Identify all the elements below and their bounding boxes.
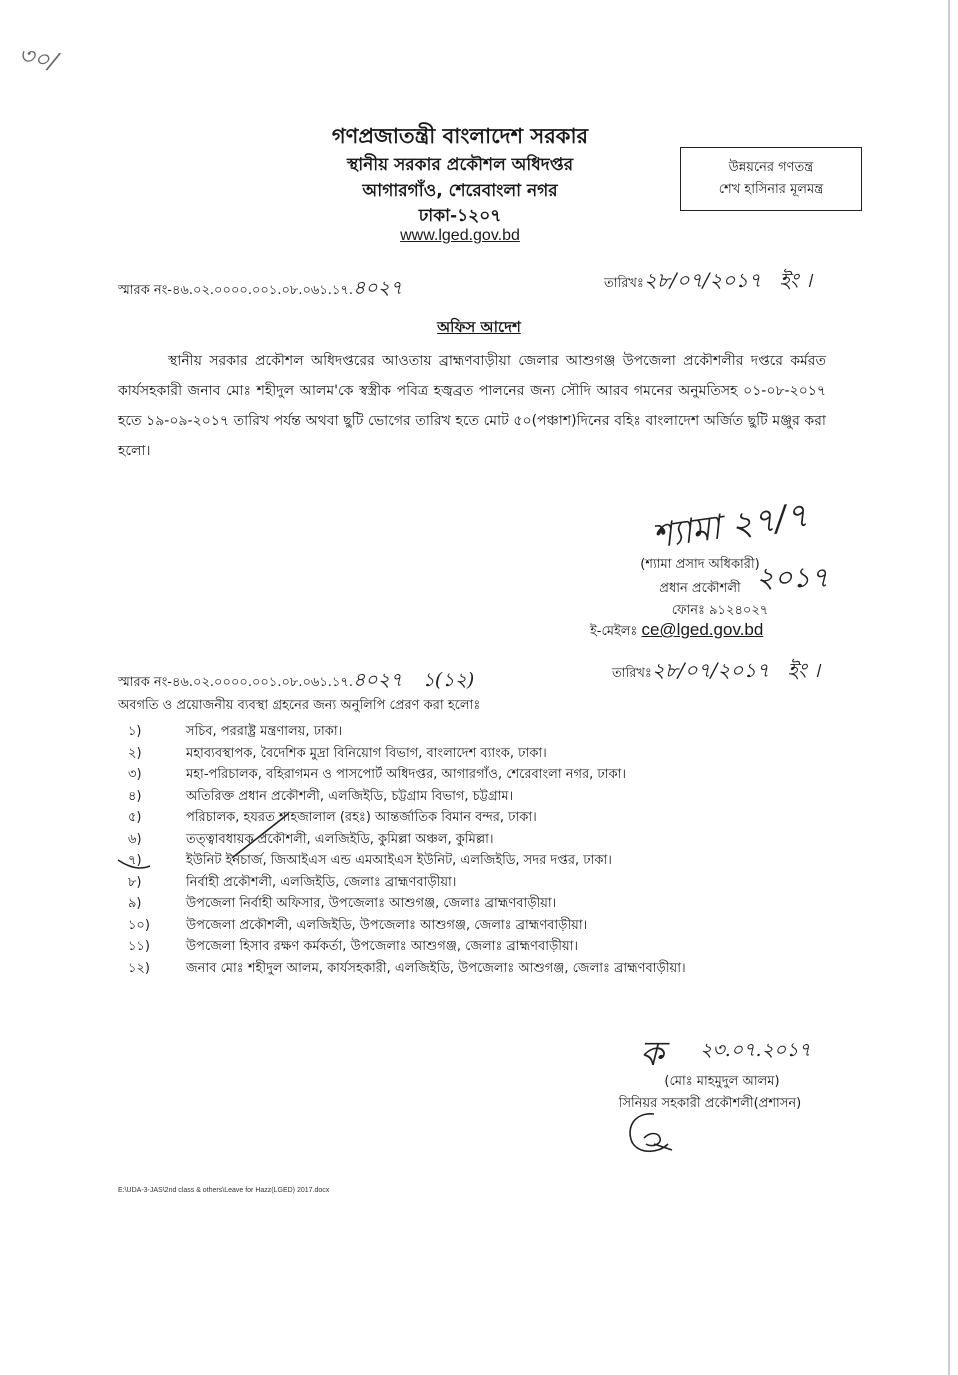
email-link[interactable]: ce@lged.gov.bd <box>641 620 764 639</box>
signatory-1-block <box>600 555 800 623</box>
signatory-2-designation: সিনিয়র সহকারী প্রকৌশলী(প্রশাসন) <box>618 1096 802 1111</box>
list-item-text: পরিচালক, হযরত শাহজালাল (রহঃ) আন্তর্জাতিক বিমান বন্দর, ঢাকা। <box>186 810 537 825</box>
list-item-number: ৫) <box>128 810 142 825</box>
signatory-1-name: (শ্যামা প্রসাদ অধিকারী) <box>640 557 760 572</box>
slogan-line-1: উন্নয়নের গণতন্ত্র <box>728 160 814 175</box>
list-item-number: ১০) <box>128 917 150 933</box>
list-item-number: ৯) <box>128 896 142 911</box>
list-item-text: তত্ত্বাবধায়ক প্রকৌশলী, এলজিইডি, কুমিল্লা অঞ্চল, কুমিল্লা। <box>186 831 494 847</box>
signatory-1-designation: প্রধান প্রকৌশলী <box>659 581 741 596</box>
city-line: ঢাকা-১২০৭ <box>418 206 502 226</box>
date-label: তারিখঃ <box>612 666 652 681</box>
list-item-number: ৪) <box>128 788 142 804</box>
signatory-1-phone: ফোনঃ ৯১২৪০২৭ <box>671 603 769 618</box>
memo-number-1 <box>118 274 402 306</box>
list-item-text: জনাব মোঃ শহীদুল আলম, কার্যসহকারী, এলজিইডি, উপজেলাঃ আশুগঞ্জ, জেলাঃ ব্রাহ্মণবাড়ীয়া। <box>186 960 686 976</box>
memo-number-text: স্মারক নং-৪৬.০২.০০০০.০০১.০৮.০৬১.১৭. <box>118 675 353 690</box>
handwritten-suffix: ইং । <box>787 658 821 682</box>
list-item <box>122 787 822 809</box>
list-item-text: সচিব, পররাষ্ট্র মন্ত্রণালয়, ঢাকা। <box>186 724 343 739</box>
list-item-number: ১) <box>128 724 142 739</box>
list-item-number: ৭) <box>128 853 142 868</box>
memo-date-1 <box>604 266 812 299</box>
list-item <box>122 894 822 916</box>
list-item-text: মহা-পরিচালক, বহিরাগমন ও পাসপোর্ট অধিদপ্তর, আগারগাঁও, শেরেবাংলা নগর, ঢাকা। <box>186 767 627 782</box>
list-item-text: অতিরিক্ত প্রধান প্রকৌশলী, এলজিইডি, চট্টগ্রাম বিভাগ, চট্টগ্রাম। <box>186 788 514 804</box>
list-item <box>122 916 822 938</box>
signatory-1-email-row <box>590 620 763 643</box>
memo-number-text: স্মারক নং-৪৬.০২.০০০০.০০১.০৮.০৬১.১৭. <box>118 283 353 298</box>
order-body: স্থানীয় সরকার প্রকৌশল অধিদপ্তরের আওতায় ব্রাহ্মণবাড়ীয়া জেলার আশুগঞ্জ উপজেলা প্রকৌশলীর দপ্তরে কর্মরত কার্যসহকারী জনাব মোঃ শহীদুল আলম'কে স্বস্ত্রীক পবিত্র হজ্বব্রত পালনের জন্য সৌদি আরব গমনের অনুমতিসহ ০১-০৮-২০১৭ হতে ১৯-০৯-২০১৭ তারিখ পর্যন্ত অথবা ছুটি ভোগের তারিখ হতে মোট ৫০(পঞ্চাশ)দিনের বহিঃ বাংলাদেশ অর্জিত ছুটি মঞ্জুর করা হলো। <box>118 353 826 459</box>
list-item-text: উপজেলা প্রকৌশলী, এলজিইডি, উপজেলাঃ আশুগঞ্জ, জেলাঃ ব্রাহ্মণবাড়ীয়া। <box>186 917 588 933</box>
list-item-text: ইউনিট ইনচার্জ, জিআইএস এন্ড এমআইএস ইউনিট, এলজিইডি, সদর দপ্তর, ঢাকা। <box>186 853 612 868</box>
scan-edge-line <box>948 0 950 1375</box>
list-item-number: ১১) <box>128 939 150 954</box>
department-name: স্থানীয় সরকার প্রকৌশল অধিদপ্তর <box>346 155 574 175</box>
signatory-2-block <box>560 1072 860 1116</box>
pen-strike-marks <box>110 808 290 878</box>
document-title: অফিস আদেশ <box>437 318 521 336</box>
list-item <box>122 937 822 959</box>
website-link[interactable]: www.lged.gov.bd <box>400 227 520 244</box>
memo-number-2 <box>118 666 474 698</box>
address-line: আগারগাঁও, শেরেবাংলা নগর <box>362 181 558 201</box>
handwritten-memo-no: ৪০২৭ <box>352 277 403 299</box>
handwritten-extra: ১(১২) <box>422 669 475 691</box>
handwritten-date: ২৮/০৭/২০১৭ <box>643 268 762 292</box>
list-item <box>122 765 822 787</box>
slogan-line-2: শেখ হাসিনার মূলমন্ত্র <box>718 182 824 197</box>
initial-mark-2: ক <box>640 1034 664 1074</box>
initial-scribble-2 <box>624 1108 684 1158</box>
handwritten-suffix: ইং । <box>779 268 813 292</box>
list-item-text: মহাব্যবস্থাপক, বৈদেশিক মুদ্রা বিনিয়োগ বিভাগ, বাংলাদেশ ব্যাংক, ঢাকা। <box>186 745 547 761</box>
list-item <box>122 959 822 981</box>
list-item <box>122 744 822 766</box>
govt-title: গণপ্রজাতন্ত্রী বাংলাদেশ সরকার <box>331 124 589 148</box>
list-item-number: ৩) <box>128 767 142 782</box>
list-item-number: ২) <box>128 745 142 761</box>
handwritten-memo-no: ৪০২৭ <box>352 669 403 691</box>
handwritten-year-1: ২০১৭ <box>756 561 829 594</box>
handwritten-signature-1: শ্যামা ২৭/৭ <box>649 495 811 557</box>
date-label: তারিখঃ <box>604 276 644 291</box>
email-label: ই-মেইলঃ <box>590 624 638 639</box>
slogan-box <box>680 147 862 211</box>
corner-note: ৩০/ <box>15 40 61 76</box>
list-item <box>122 722 822 744</box>
signatory-2-name: (মোঃ মাহমুদুল আলম) <box>664 1074 780 1089</box>
distribution-intro: অবগতি ও প্রয়োজনীয় ব্যবস্থা গ্রহনের জন্য অনুলিপি প্রেরণ করা হলোঃ <box>118 698 481 713</box>
list-item-text: নির্বাহী প্রকৌশলী, এলজিইডি, জেলাঃ ব্রাহ্মণবাড়ীয়া। <box>186 874 457 890</box>
list-item-text: উপজেলা হিসাব রক্ষণ কর্মকর্তা, উপজেলাঃ আশুগঞ্জ, জেলাঃ ব্রাহ্মণবাড়ীয়া। <box>186 939 579 954</box>
handwritten-date-2: ২৩.০৭.২০১৭ <box>700 1039 811 1061</box>
handwritten-date: ২৮/০৭/২০১৭ <box>651 658 770 682</box>
file-path-footer: E:\UDA-3-JAS\2nd class & others\Leave for Hazz(LGED) 2017.docx <box>118 1187 330 1194</box>
list-item-text: উপজেলা নির্বাহী অফিসার, উপজেলাঃ আশুগঞ্জ, জেলাঃ ব্রাহ্মণবাড়ীয়া। <box>186 896 557 911</box>
list-item-number: ৮) <box>128 874 142 890</box>
list-item-number: ১২) <box>128 960 150 976</box>
list-item-number: ৬) <box>128 831 142 847</box>
memo-date-2 <box>612 656 820 689</box>
